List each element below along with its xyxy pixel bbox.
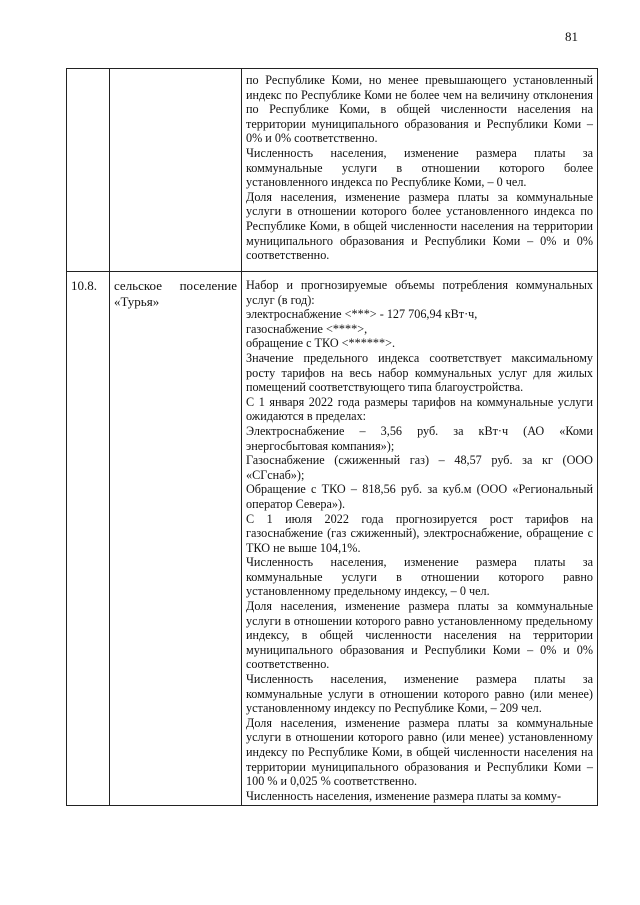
settlement-name: «Турья»: [114, 294, 160, 309]
settlement-type-word: поселение: [179, 278, 237, 293]
paragraph: Численность населения, изменение размера платы за коммунальные услуги в отношении которого равно (или менее) установленному индексу по Республике Коми, – 209 чел.: [246, 672, 593, 716]
paragraph: Доля населения, изменение размера платы за коммунальные услуги в отношении которого равно (или менее) установленному индексу по Республике Коми, в общей численности населения на территории муниципального образования и Республики Коми – 100 % и 0,025 % соответственно.: [246, 715, 593, 789]
paragraph: Численность населения, изменение размера платы за комму-: [246, 788, 562, 803]
table-row: [67, 69, 598, 272]
paragraph: Доля населения, изменение размера платы за коммунальные услуги в отношении которого равно установленному предельному индексу, в общей численности населения на территории муниципального образования и Республики Коми – 0% и 0% соответственно.: [246, 599, 593, 672]
settlement-name-cell: [110, 69, 242, 272]
paragraph: Численность населения, изменение размера платы за коммунальные услуги в отношении которого более установленного индекса по Республике Коми, – 0 чел.: [246, 145, 593, 190]
paragraph: электроснабжение <***> - 127 706,94 кВт·ч,: [246, 307, 478, 322]
row-number-cell: 10.8.: [67, 272, 110, 806]
settlement-name-cell: [110, 272, 242, 806]
paragraph: Обращение с ТКО – 818,56 руб. за куб.м (ООО «Региональный оператор Севера»).: [246, 482, 593, 511]
document-table: [66, 68, 598, 806]
paragraph: С 1 июля 2022 года прогнозируется рост тарифов на газоснабжение (газ сжиженный), электроснабжение, обращение с ТКО не выше 104,1%.: [246, 511, 593, 555]
row-number-cell: [67, 69, 110, 272]
paragraph: Электроснабжение – 3,56 руб. за кВт·ч (АО «Коми энергосбытовая компания»);: [246, 423, 593, 453]
paragraph: Доля населения, изменение размера платы за коммунальные услуги в отношении которого более установленного индекса по Республике Коми, в общей численности населения на территории муниципального образования и Республики Коми – 0% и 0% соответственно.: [246, 189, 593, 263]
description-cell: [242, 69, 598, 272]
page-number: 81: [565, 29, 578, 44]
settlement-type-word: сельское: [114, 278, 162, 293]
description-cell: [242, 272, 598, 806]
table-row: [67, 272, 598, 806]
paragraph: Набор и прогнозируемые объемы потребления коммунальных услуг (в год):: [246, 278, 593, 307]
paragraph: С 1 января 2022 года размеры тарифов на коммунальные услуги ожидаются в пределах:: [246, 394, 593, 424]
paragraph: газоснабжение <****>,: [246, 321, 368, 336]
paragraph: по Республике Коми, но менее превышающего установленный индекс по Республике Коми не более чем на величину отклонения по Республике Коми, в общей численности населения на территории муниципального образования и Республики Коми – 0% и 0% соответственно.: [246, 73, 593, 146]
paragraph: Газоснабжение (сжиженный газ) – 48,57 руб. за кг (ООО «СГснаб»);: [246, 453, 593, 482]
paragraph: Значение предельного индекса соответствует максимальному росту тарифов на весь набор коммунальных услуг для жилых помещений соответствующего типа благоустройства.: [246, 350, 593, 395]
paragraph: Численность населения, изменение размера платы за коммунальные услуги в отношении которого равно установленному предельному индексу, – 0 чел.: [246, 555, 593, 599]
paragraph: обращение с ТКО <******>.: [246, 336, 396, 351]
